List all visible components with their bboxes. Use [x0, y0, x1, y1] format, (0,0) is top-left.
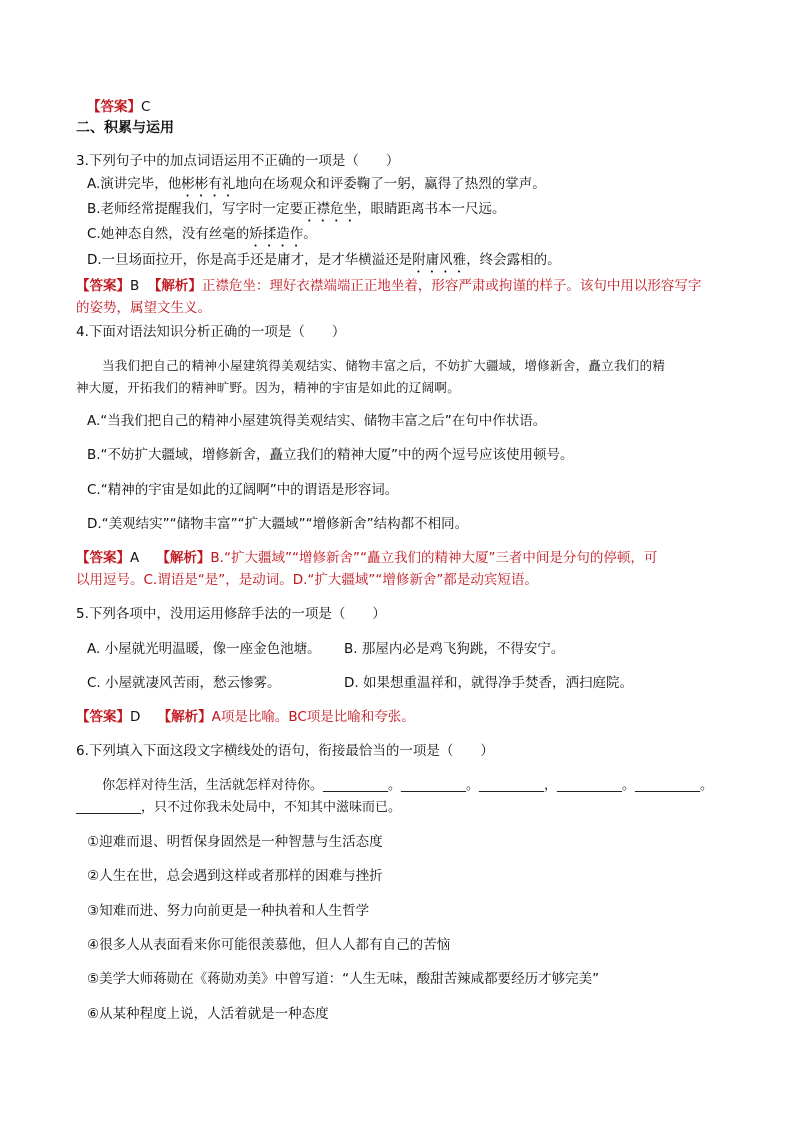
- section-heading: 二、积累与运用: [76, 120, 174, 136]
- q3-analysis-cont: 的姿势，属望文生义。: [76, 300, 211, 316]
- q4-option-b: B.“不妨扩大疆域，增修新舍，矗立我们的精神大厦”中的两个逗号应该使用顿号。: [87, 447, 574, 463]
- q4-answer: 【答案】A 【解析】B.“扩大疆域”“增修新舍”“矗立我们的精神大厦”三者中间是分句的停顿，可: [76, 550, 658, 566]
- q4-option-a: A.“当我们把自己的精神小屋建筑得美观结实、储物丰富之后”在句中作状语。: [87, 413, 547, 429]
- q4-stem: 4.下面对语法知识分析正确的一项是（ ）: [76, 324, 346, 340]
- answer-line-q2: [87, 97, 150, 117]
- q3-answer: 【答案】B 【解析】正襟危坐：理好衣襟端端正正地坐着，形容严肃或拘谨的样子。该句中用以形容写字: [76, 278, 702, 294]
- q6-item-1: ①迎难而退、明哲保身固然是一种智慧与生活态度: [87, 834, 383, 850]
- q3-option-b: B.老师经常提醒我们，写字时一定要正襟危坐，眼睛距离书本一尺远。: [87, 201, 506, 217]
- q4-passage-line1: 当我们把自己的精神小屋建筑得美观结实、储物丰富之后，不妨扩大疆域，增修新舍，矗立我们的精: [102, 358, 666, 373]
- q5-answer: 【答案】D 【解析】A项是比喻。BC项是比喻和夸张。: [76, 709, 415, 725]
- q5-option-d: D. 如果想重温祥和，就得净手焚香，洒扫庭院。: [344, 675, 633, 691]
- q4-option-d: D.“美观结实”“储物丰富”“扩大疆域”“增修新舍”结构都不相同。: [87, 516, 469, 532]
- q4-passage-line2: 神大厦，开拓我们的精神旷野。因为，精神的宇宙是如此的辽阔啊。: [76, 380, 461, 395]
- dotted-word: 附庸风雅: [412, 252, 467, 268]
- q6-paragraph-line1: 你怎样对待生活，生活就怎样对待你。__________。__________。__________，__________。__________。: [102, 778, 714, 793]
- q5-option-b: B. 那屋内必是鸡飞狗跳，不得安宁。: [344, 641, 565, 657]
- q3-stem: 3.下列句子中的加点词语运用不正确的一项是（ ）: [76, 153, 400, 169]
- q4-analysis-cont: 以用逗号。C.谓语是“是”，是动词。D.“扩大疆域”“增修新舍”都是动宾短语。: [76, 572, 538, 588]
- q5-option-a: A. 小屋就光明温暖，像一座金色池塘。: [87, 641, 321, 657]
- answer-value: C: [141, 99, 151, 115]
- q6-item-2: ②人生在世，总会遇到这样或者那样的困难与挫折: [87, 868, 383, 884]
- dotted-word: 矫揉造作: [249, 226, 304, 242]
- q6-item-5: ⑤美学大师蒋勋在《蒋勋劝美》中曾写道：“人生无味，酸甜苦辣咸都要经历才够完美”: [87, 971, 600, 987]
- dotted-word: 正襟危坐: [303, 201, 358, 217]
- dotted-word: 彬彬有礼: [181, 176, 236, 192]
- q6-item-6: ⑥从某种程度上说，人活着就是一种态度: [87, 1006, 329, 1022]
- q6-item-4: ④很多人从表面看来你可能很羡慕他，但人人都有自己的苦恼: [87, 937, 451, 953]
- q3-option-c: C.她神态自然，没有丝毫的矫揉造作。: [87, 226, 317, 242]
- q4-option-c: C.“精神的宇宙是如此的辽阔啊”中的谓语是形容词。: [87, 482, 399, 498]
- q3-option-d: D.一旦场面拉开，你是高手还是庸才，是才华横溢还是附庸风雅，终会露相的。: [87, 252, 561, 268]
- q6-stem: 6.下列填入下面这段文字横线处的语句，衔接最恰当的一项是（ ）: [76, 743, 494, 759]
- q5-option-c: C. 小屋就凄风苦雨，愁云惨雾。: [87, 675, 281, 691]
- answer-label: 【答案】: [87, 99, 141, 115]
- q3-option-a: A.演讲完毕，他彬彬有礼地向在场观众和评委鞠了一躬，赢得了热烈的掌声。: [87, 176, 546, 192]
- q6-item-3: ③知难而进、努力向前更是一种执着和人生哲学: [87, 903, 370, 919]
- q6-paragraph-line2: __________，只不过你我未处局中，不知其中滋味而已。: [76, 800, 402, 815]
- q5-stem: 5.下列各项中，没用运用修辞手法的一项是（ ）: [76, 606, 386, 622]
